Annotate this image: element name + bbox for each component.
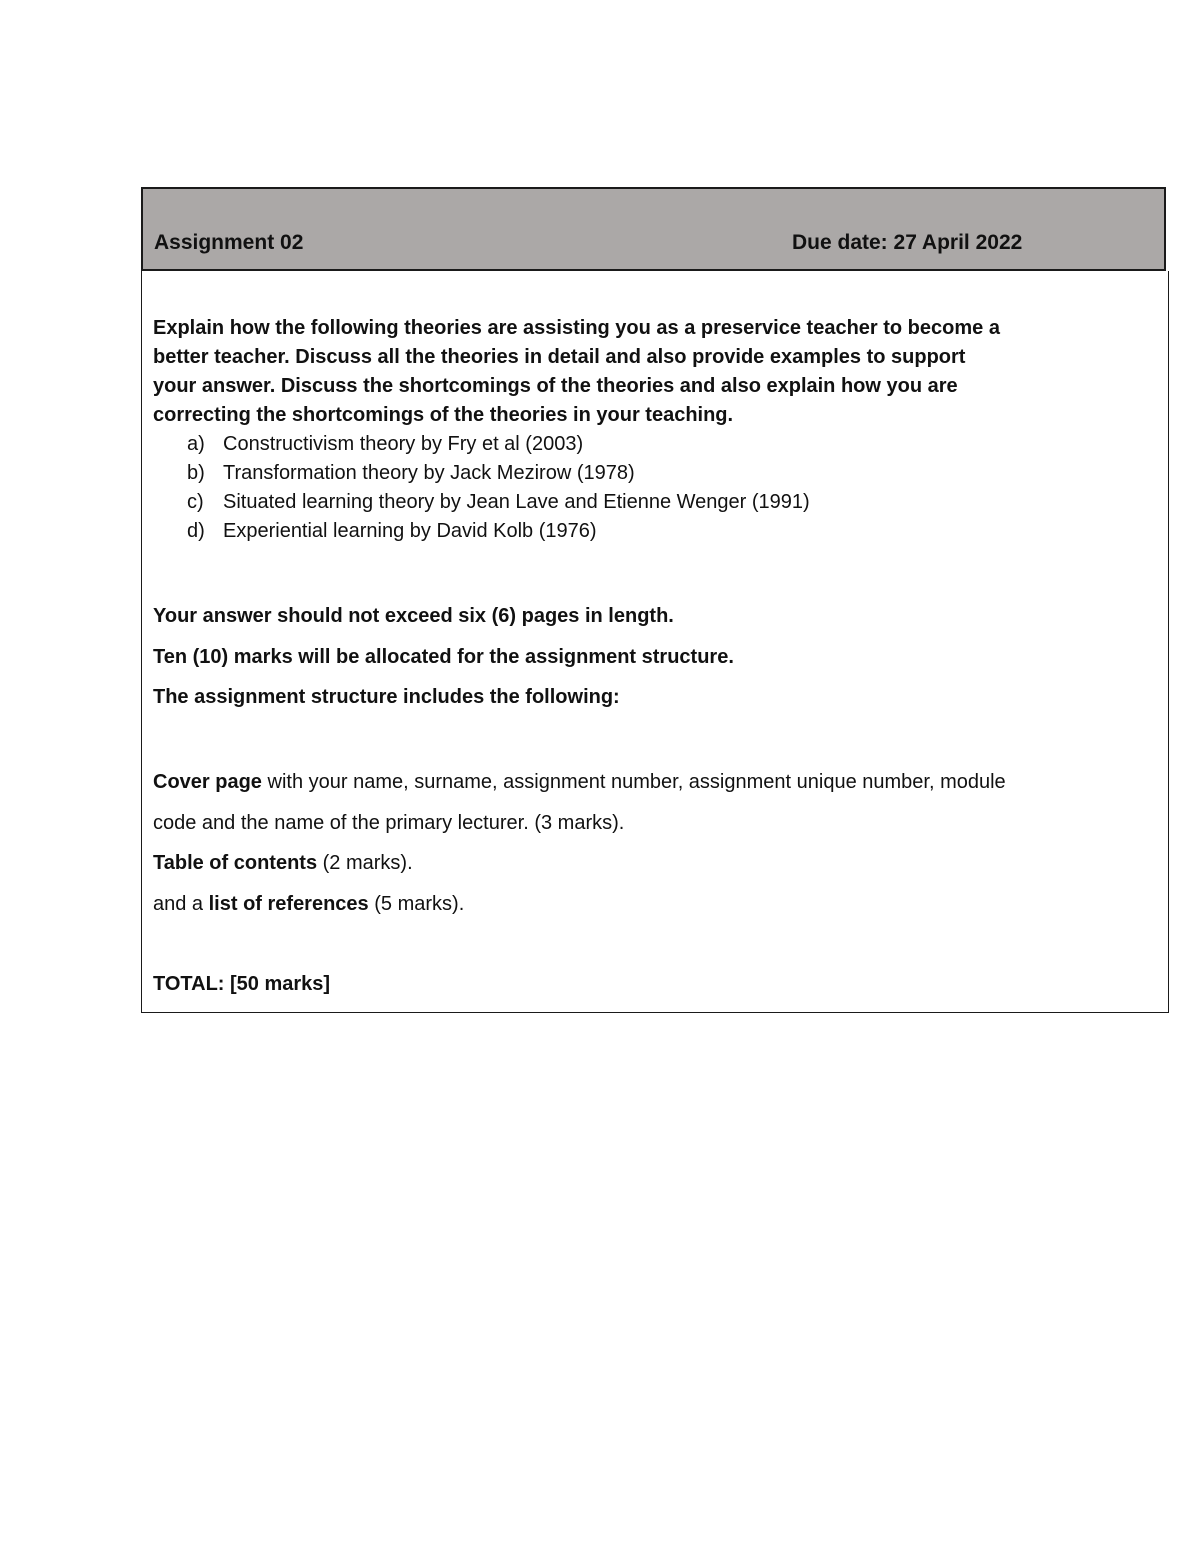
cover-page-label: Cover page bbox=[153, 771, 262, 793]
toc-label: Table of contents bbox=[153, 852, 318, 874]
theory-list-item bbox=[187, 488, 810, 517]
cover-page-desc: with your name, surname, assignment number, assignment unique number, module bbox=[261, 771, 1006, 793]
theory-list-item bbox=[187, 517, 597, 546]
list-text: Situated learning theory by Jean Lave and Etienne Wenger (1991) bbox=[223, 491, 810, 513]
toc-line bbox=[153, 849, 413, 878]
assignment-table bbox=[141, 187, 1169, 1013]
list-marker: c) bbox=[187, 491, 204, 513]
assignment-body bbox=[141, 271, 1169, 1013]
question-line: your answer. Discuss the shortcomings of the theories and also explain how you are bbox=[153, 375, 958, 397]
question-line: correcting the shortcomings of the theories in your teaching. bbox=[153, 404, 734, 426]
total-marks: TOTAL: [50 marks] bbox=[153, 973, 331, 995]
structure-marks: Ten (10) marks will be allocated for the assignment structure. bbox=[153, 646, 734, 668]
list-text: Transformation theory by Jack Mezirow (1978) bbox=[223, 462, 635, 484]
structure-intro: The assignment structure includes the following: bbox=[153, 686, 620, 708]
list-text: Constructivism theory by Fry et al (2003) bbox=[223, 433, 584, 455]
toc-desc: (2 marks). bbox=[317, 852, 413, 874]
references-desc: (5 marks). bbox=[368, 893, 465, 915]
references-pre: and a bbox=[153, 893, 209, 915]
cover-page-line bbox=[153, 768, 1006, 797]
list-text: Experiential learning by David Kolb (1976) bbox=[223, 520, 597, 542]
references-line bbox=[153, 890, 464, 919]
question-line: better teacher. Discuss all the theories in detail and also provide examples to support bbox=[153, 346, 966, 368]
due-date: Due date: 27 April 2022 bbox=[792, 231, 1023, 254]
theory-list-item bbox=[187, 430, 583, 459]
assignment-title: Assignment 02 bbox=[154, 231, 304, 254]
cover-page-line-2: code and the name of the primary lecturer. (3 marks). bbox=[153, 812, 625, 834]
list-marker: b) bbox=[187, 462, 205, 484]
references-label: list of references bbox=[208, 893, 369, 915]
list-marker: d) bbox=[187, 520, 205, 542]
list-marker: a) bbox=[187, 433, 205, 455]
theory-list-item bbox=[187, 459, 635, 488]
question-line: Explain how the following theories are assisting you as a preservice teacher to become a bbox=[153, 317, 1000, 339]
assignment-header bbox=[141, 187, 1166, 271]
length-instruction: Your answer should not exceed six (6) pages in length. bbox=[153, 605, 674, 627]
question-text bbox=[153, 314, 1158, 430]
